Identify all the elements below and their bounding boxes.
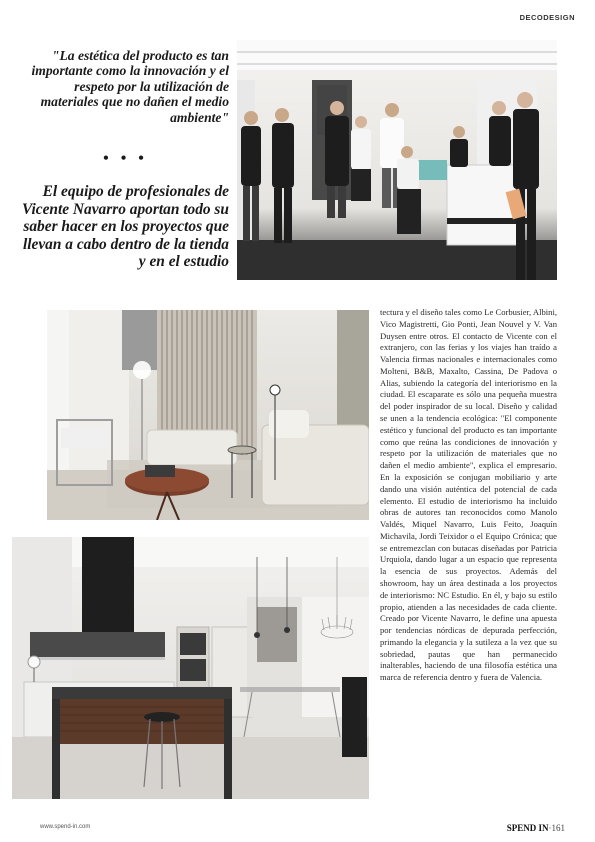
team-photo — [237, 40, 557, 280]
footer-url: www.spend-in.com — [40, 824, 91, 830]
kitchen-photo — [12, 537, 369, 799]
footer-folio — [507, 823, 565, 833]
quote-separator: • • • — [103, 150, 148, 167]
subheading: El equipo de profesionales de Vicente Navarro aportan todo su saber hacer en los proyectos que llevan a cabo dentro de la tienda y en el estudio — [22, 183, 229, 271]
footer-brand: SPEND IN — [506, 823, 549, 833]
page-number: ·161 — [548, 823, 565, 833]
pull-quote: "La estética del producto es tan importante como la innovación y el respeto por la utilización de materiales que no dañen el medio ambiente" — [31, 48, 229, 125]
living-room-photo — [47, 310, 369, 520]
section-tag: DECODESIGN — [519, 13, 575, 22]
article-body: tectura y el diseño tales como Le Corbusier, Albini, Vico Magistretti, Gio Ponti, Jean Nouvel y V. Van Duysen entre otros. El contacto de Vicente con el extranjero, con las ferias y los viajes han traído a Valencia firmas nacionales e internacionales como Molteni, B&B, Maxalto, Cassina, De Padova o Alias, subiendo la categoría del interiorismo en la ciudad. El escaparate es sólo una pequeña muestra del poder inspirador de su local. Diseño y calidad se unen a la tendencia ecológica: "El componente estético y funcional del producto es tan importante como que reúna las condiciones de innovación y respeto por la utilización de materiales que no dañen el medio ambiente", explica el empresario. En la exposición se conjugan mobiliario y arte dando una visión auténtica del potencial de cada elemento. El estudio de interiorismo ha incluido obras de autores tan reconocidos como Manolo Valdés, Miquel Navarro, Luis Feito, Joaquín Michavila, Jordi Teixidor o el Equipo Crónica; que se entremezclan con butacas diseñadas por Patricia Urquiola, dando lugar a un espacio que representa la esencia de sus proyectos. Además del showroom, hay un área destinada a los proyectos de interiorismo: NC Estudio. En él, y bajo su estilo propio, atienden a las necesidades de cada cliente. Creado por Vicente Navarro, le define una apuesta por tendencias nórdicas de depurada perfección, primando la elegancia y la sutileza a la vez que su sobriedad, pautas que han permanecido inalterables, haciendo de una filosofía estética una marca de referencia dentro y fuera de Valencia. — [380, 307, 557, 683]
